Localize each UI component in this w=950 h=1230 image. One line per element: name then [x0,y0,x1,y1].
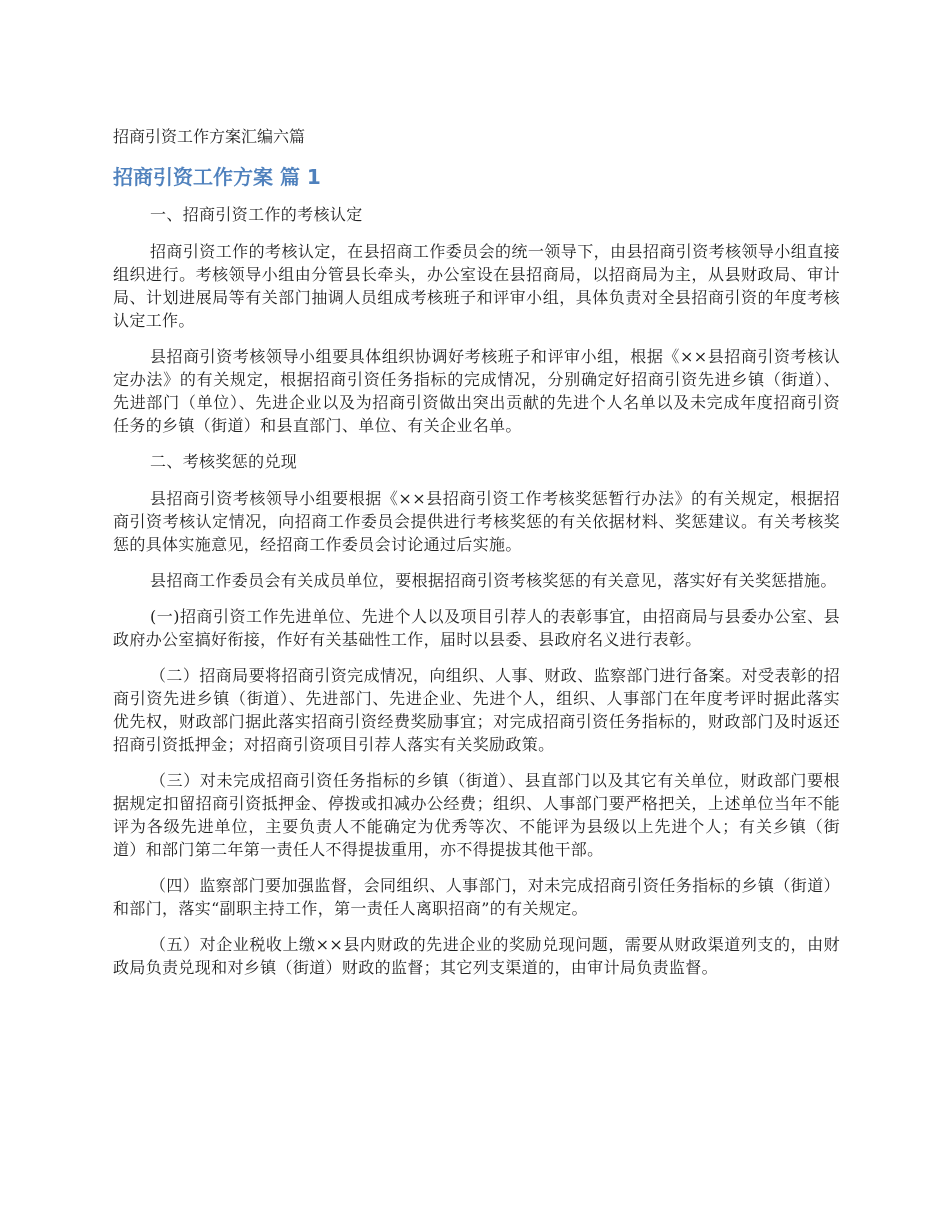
paragraph: （二）招商局要将招商引资完成情况，向组织、人事、财政、监察部门进行备案。对受表彰的招商引资先进乡镇（街道）、先进部门、先进企业、先进个人，组织、人事部门在年度考评时据此落实优先权，财政部门据此落实招商引资经费奖励事宜；对完成招商引资任务指标的，财政部门及时返还招商引资抵押金；对招商引资项目引荐人落实有关奖励政策。 [113,666,840,754]
section-heading: 招商引资工作方案 篇 1 [113,165,321,189]
paragraph: （五）对企业税收上缴××县内财政的先进企业的奖励兑现问题，需要从财政渠道列支的，由财政局负责兑现和对乡镇（街道）财政的监督；其它列支渠道的，由审计局负责监督。 [113,935,840,977]
paragraph: 县招商引资考核领导小组要具体组织协调好考核班子和评审小组，根据《××县招商引资考核认定办法》的有关规定，根据招商引资任务指标的完成情况，分别确定好招商引资先进乡镇（街道）、先进部门（单位）、先进企业以及为招商引资做出突出贡献的先进个人名单以及未完成年度招商引资任务的乡镇（街道）和县直部门、单位、有关企业名单。 [113,347,840,435]
paragraph: 县招商工作委员会有关成员单位，要根据招商引资考核奖惩的有关意见，落实好有关奖惩措施。 [150,571,837,590]
paragraph: （四）监察部门要加强监督，会同组织、人事部门，对未完成招商引资任务指标的乡镇（街道）和部门，落实“副职主持工作，第一责任人离职招商”的有关规定。 [113,876,840,918]
paragraph: 招商引资工作的考核认定，在县招商工作委员会的统一领导下，由县招商引资考核领导小组直接组织进行。考核领导小组由分管县长牵头，办公室设在县招商局，以招商局为主，从县财政局、审计局、计划进展局等有关部门抽调人员组成考核班子和评审小组，具体负责对全县招商引资的年度考核认定工作。 [113,242,840,330]
paragraph: 县招商引资考核领导小组要根据《××县招商引资工作考核奖惩暂行办法》的有关规定，根据招商引资考核认定情况，向招商工作委员会提供进行考核奖惩的有关依据材料、奖惩建议。有关考核奖惩的具体实施意见，经招商工作委员会讨论通过后实施。 [113,489,840,554]
subheading-rewards: 二、考核奖惩的兑现 [150,452,298,471]
document-body [113,203,840,992]
paragraph: (一)招商引资工作先进单位、先进个人以及项目引荐人的表彰事宜，由招商局与县委办公室、县政府办公室搞好衔接，作好有关基础性工作，届时以县委、县政府名义进行表彰。 [113,607,840,649]
paragraph: （三）对未完成招商引资任务指标的乡镇（街道）、县直部门以及其它有关单位，财政部门要根据规定扣留招商引资抵押金、停拨或扣减办公经费；组织、人事部门要严格把关，上述单位当年不能评为各级先进单位，主要负责人不能确定为优秀等次、不能评为县级以上先进个人；有关乡镇（街道）和部门第二年第一责任人不得提拔重用，亦不得提拔其他干部。 [113,771,840,859]
document-title: 招商引资工作方案汇编六篇 [113,127,306,146]
subheading-assessment: 一、招商引资工作的考核认定 [150,205,363,224]
